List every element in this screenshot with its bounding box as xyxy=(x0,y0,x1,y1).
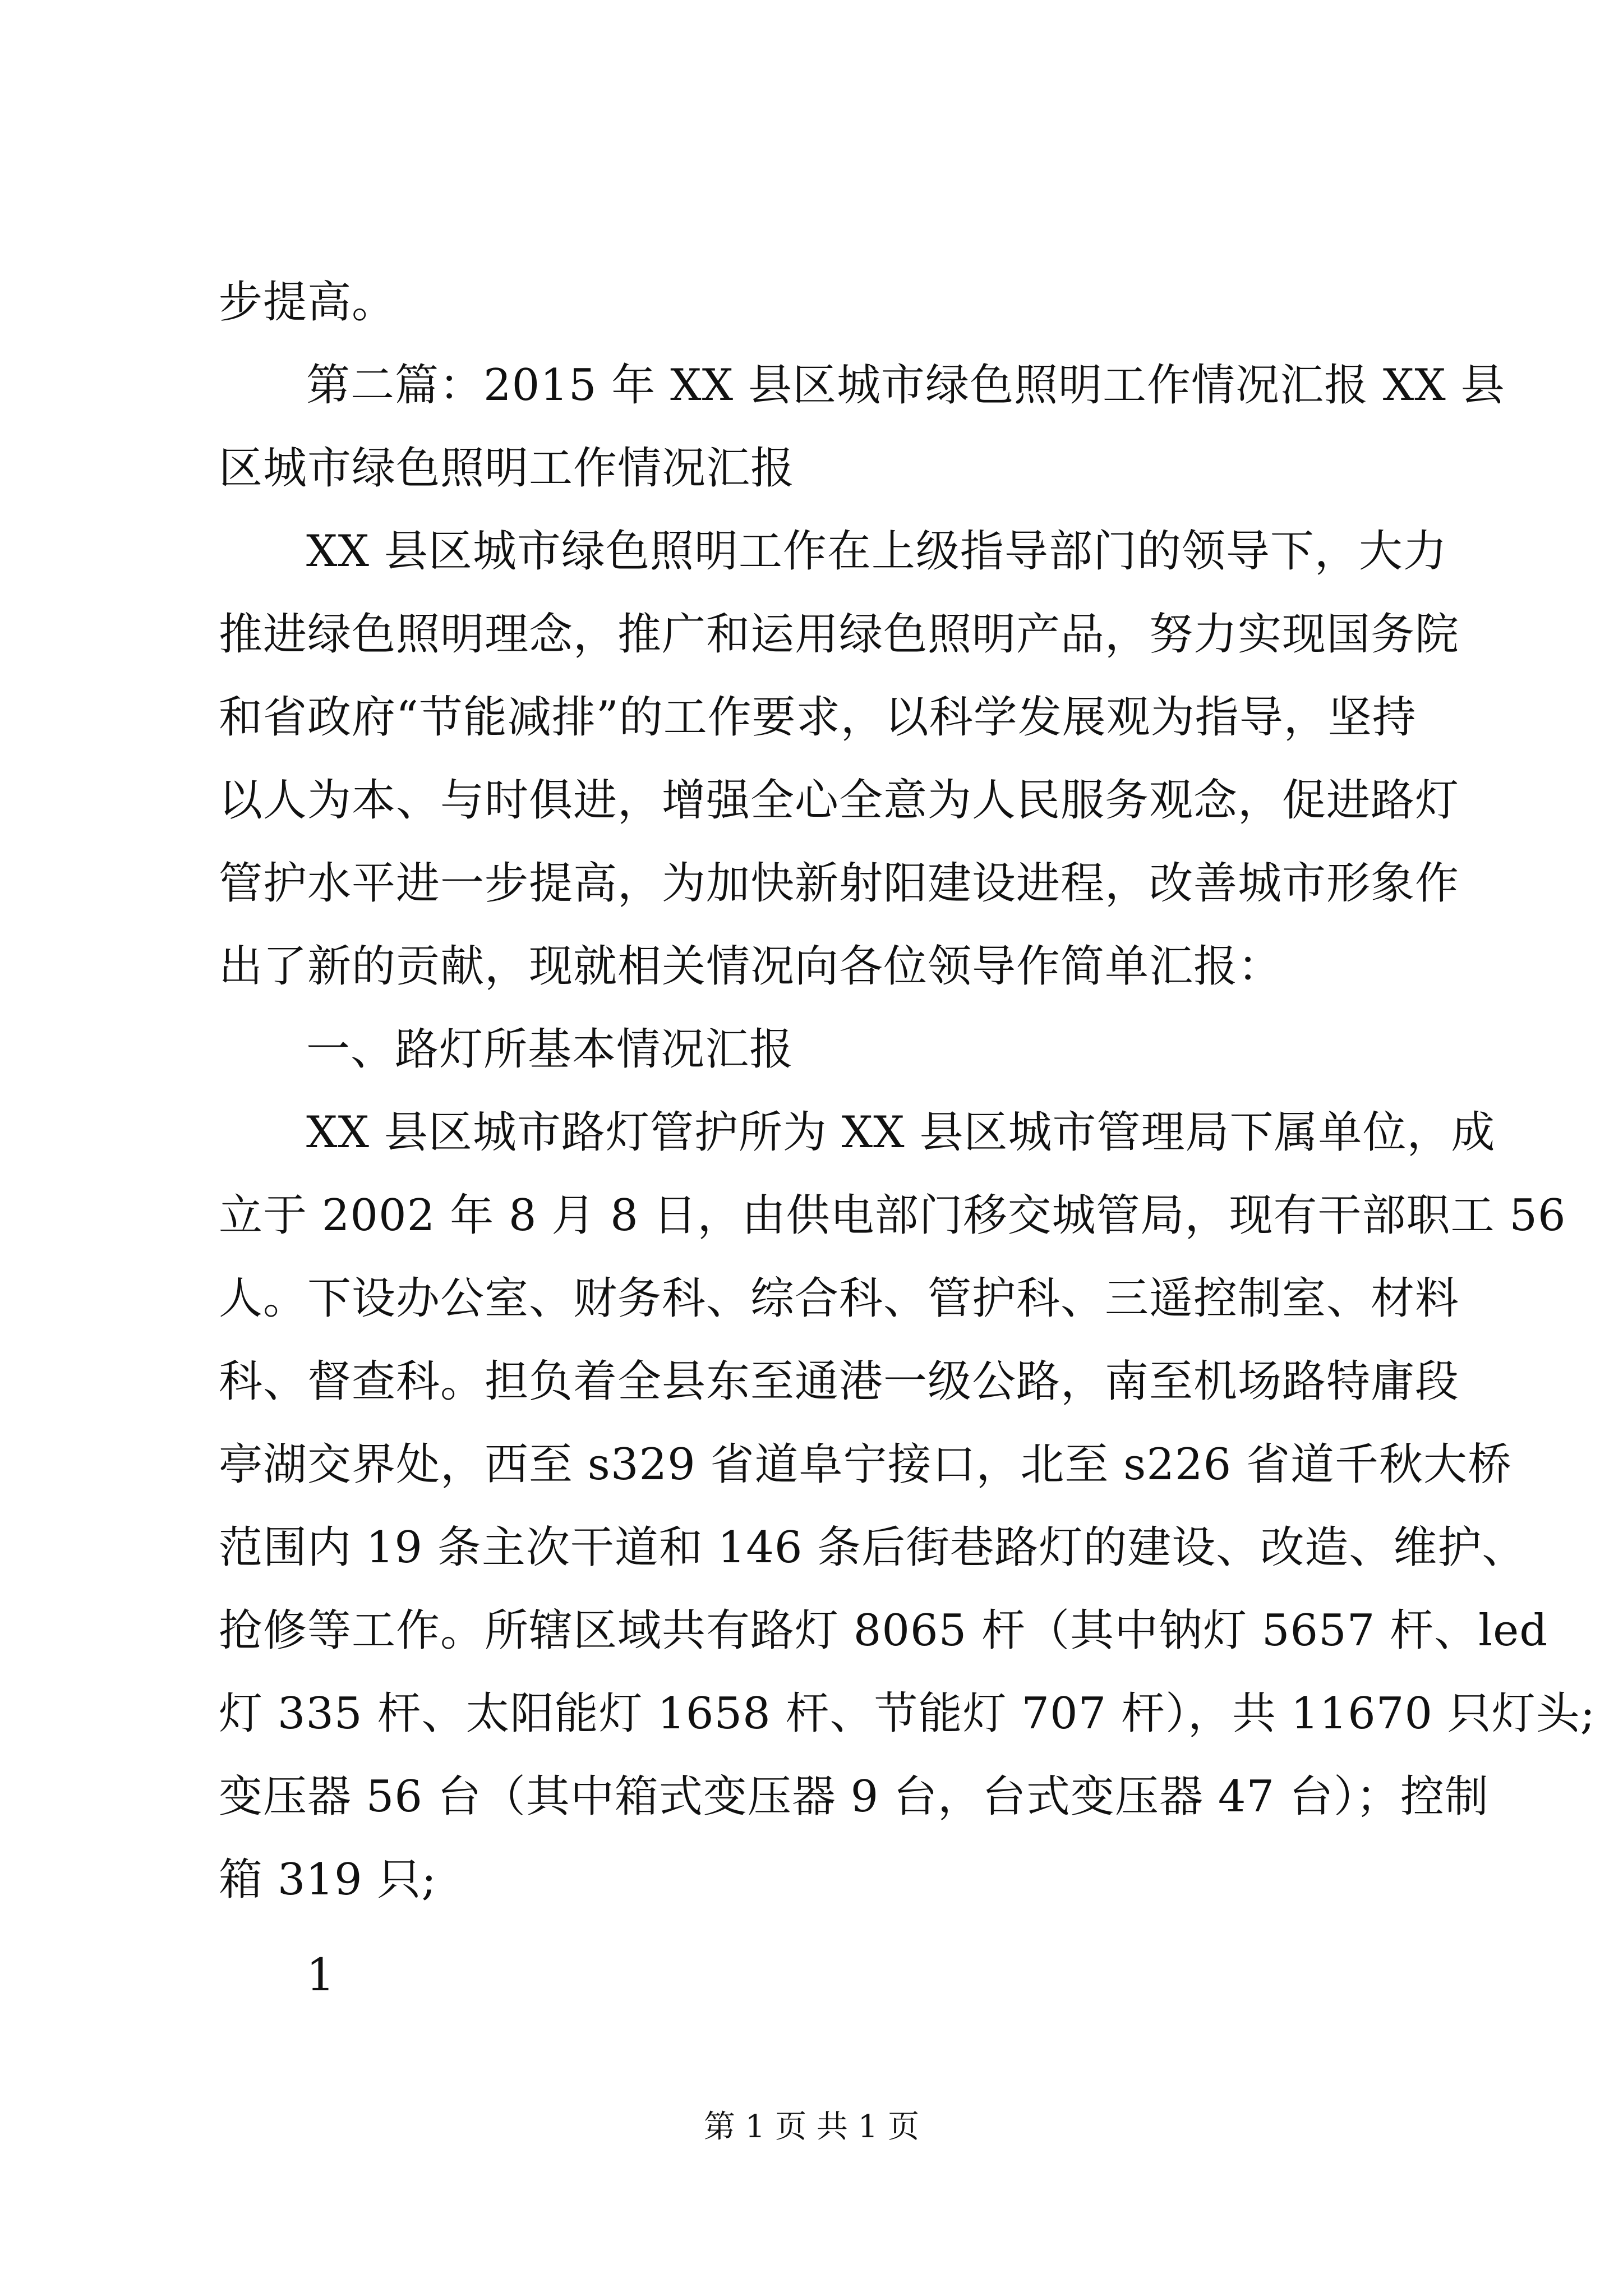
text-line: 抢修等工作。所辖区域共有路灯 8065 杆（其中钠灯 5657 杆、led xyxy=(219,1605,1548,1656)
text-line: 出了新的贡献，现就相关情况向各位领导作简单汇报： xyxy=(219,941,1283,992)
text-line: 区城市绿色照明工作情况汇报 xyxy=(219,443,795,494)
text-line: 以人为本、与时俱进，增强全心全意为人民服务观念，促进路灯 xyxy=(219,775,1460,826)
text-line: 第二篇：2015 年 XX 县区城市绿色照明工作情况汇报 XX 县 xyxy=(306,360,1505,411)
text-line: 人。下设办公室、财务科、综合科、管护科、三遥控制室、材料 xyxy=(219,1273,1460,1324)
text-line: 变压器 56 台（其中箱式变压器 9 台，台式变压器 47 台）；控制 xyxy=(219,1772,1489,1822)
text-line: 推进绿色照明理念，推广和运用绿色照明产品，努力实现国务院 xyxy=(219,609,1460,660)
text-line: 范围内 19 条主次干道和 146 条后街巷路灯的建设、改造、维护、 xyxy=(219,1522,1527,1573)
text-line: 管护水平进一步提高，为加快新射阳建设进程，改善城市形象作 xyxy=(219,858,1460,909)
document-body xyxy=(219,261,1596,2017)
inline-page-number: 1 xyxy=(306,1949,335,2001)
text-line: 灯 335 杆、太阳能灯 1658 杆、节能灯 707 杆），共 11670 只灯头; xyxy=(219,1688,1596,1739)
section-heading: 一、路灯所基本情况汇报 xyxy=(306,1024,794,1075)
text-line: 箱 319 只; xyxy=(219,1855,437,1905)
text-line: 立于 2002 年 8 月 8 日，由供电部门移交城管局，现有干部职工 56 xyxy=(219,1190,1566,1241)
page-footer: 第 1 页 共 1 页 xyxy=(703,2109,920,2145)
text-line: XX 县区城市绿色照明工作在上级指导部门的领导下，大力 xyxy=(306,526,1447,577)
text-line: 和省政府“节能减排”的工作要求，以科学发展观为指导，坚持 xyxy=(219,692,1417,743)
text-line: 科、督查科。担负着全县东至通港一级公路，南至机场路特庸段 xyxy=(219,1356,1460,1407)
text-line: XX 县区城市路灯管护所为 XX 县区城市管理局下属单位，成 xyxy=(306,1107,1496,1158)
text-line: 步提高。 xyxy=(219,277,396,328)
text-line: 亭湖交界处，西至 s329 省道阜宁接口，北至 s226 省道千秋大桥 xyxy=(219,1439,1512,1490)
